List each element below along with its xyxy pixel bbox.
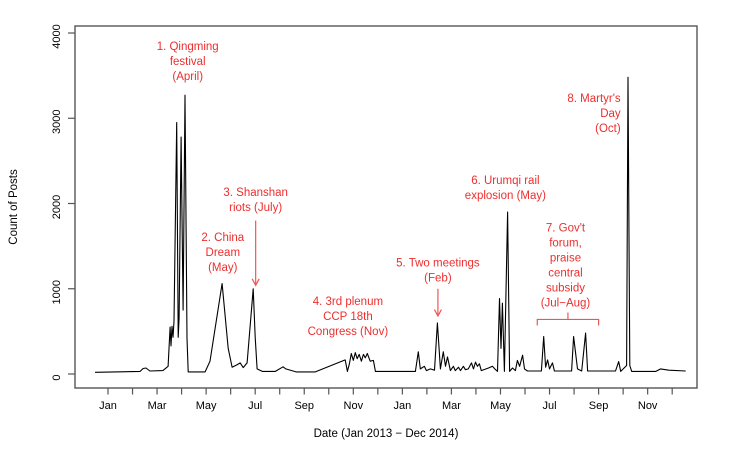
- x-tick-label: Mar: [147, 400, 167, 412]
- x-tick-label: May: [195, 400, 217, 412]
- x-tick-label: Jul: [248, 400, 263, 412]
- event-annotation-8: [567, 93, 621, 135]
- y-tick-label: 1000: [51, 280, 63, 305]
- x-tick-label: Jan: [393, 400, 412, 412]
- annotation-label: 7. Gov't forum, praise central subsidy (Jul−Aug): [540, 222, 591, 310]
- y-axis-title: Count of Posts: [8, 169, 20, 245]
- event-annotations: [157, 41, 621, 338]
- event-annotation-7: [537, 223, 598, 326]
- event-annotation-6: [465, 175, 546, 202]
- x-tick-label: Jan: [99, 400, 117, 412]
- x-tick-label: Mar: [441, 400, 461, 412]
- data-line: [95, 77, 686, 372]
- event-annotation-1: [157, 41, 219, 83]
- x-tick-label: Sep: [294, 400, 315, 412]
- annotation-label: 4. 3rd plenum CCP 18th Congress (Nov): [307, 295, 389, 338]
- annotation-label: 1. Qingming festival (April): [156, 41, 219, 84]
- x-axis-title: Date (Jan 2013 − Dec 2014): [313, 428, 459, 440]
- x-tick-label: Sep: [588, 400, 609, 412]
- event-annotation-5: [396, 258, 480, 316]
- x-tick-label: Nov: [637, 400, 658, 412]
- annotation-label: 8. Martyr's Day (Oct): [567, 93, 621, 136]
- posts-series-line: [95, 77, 686, 372]
- annotation-range-bracket: [537, 312, 598, 325]
- annotation-label: 3. Shanshan riots (July): [223, 186, 288, 214]
- event-annotation-2: [201, 232, 244, 274]
- y-tick-label: 4000: [51, 24, 63, 49]
- annotation-label: 5. Two meetings (Feb): [396, 257, 480, 285]
- annotation-label: 2. China Dream (May): [201, 232, 245, 275]
- x-tick-label: Nov: [343, 400, 364, 412]
- x-tick-label: May: [490, 400, 511, 412]
- event-annotation-4: [308, 296, 389, 338]
- y-tick-label: 2000: [51, 194, 63, 220]
- annotation-label: 6. Urumqi rail explosion (May): [464, 174, 546, 202]
- y-tick-label: 0: [51, 374, 63, 381]
- axes: [51, 24, 697, 412]
- y-tick-label: 3000: [51, 109, 63, 134]
- x-tick-label: Jul: [542, 400, 557, 412]
